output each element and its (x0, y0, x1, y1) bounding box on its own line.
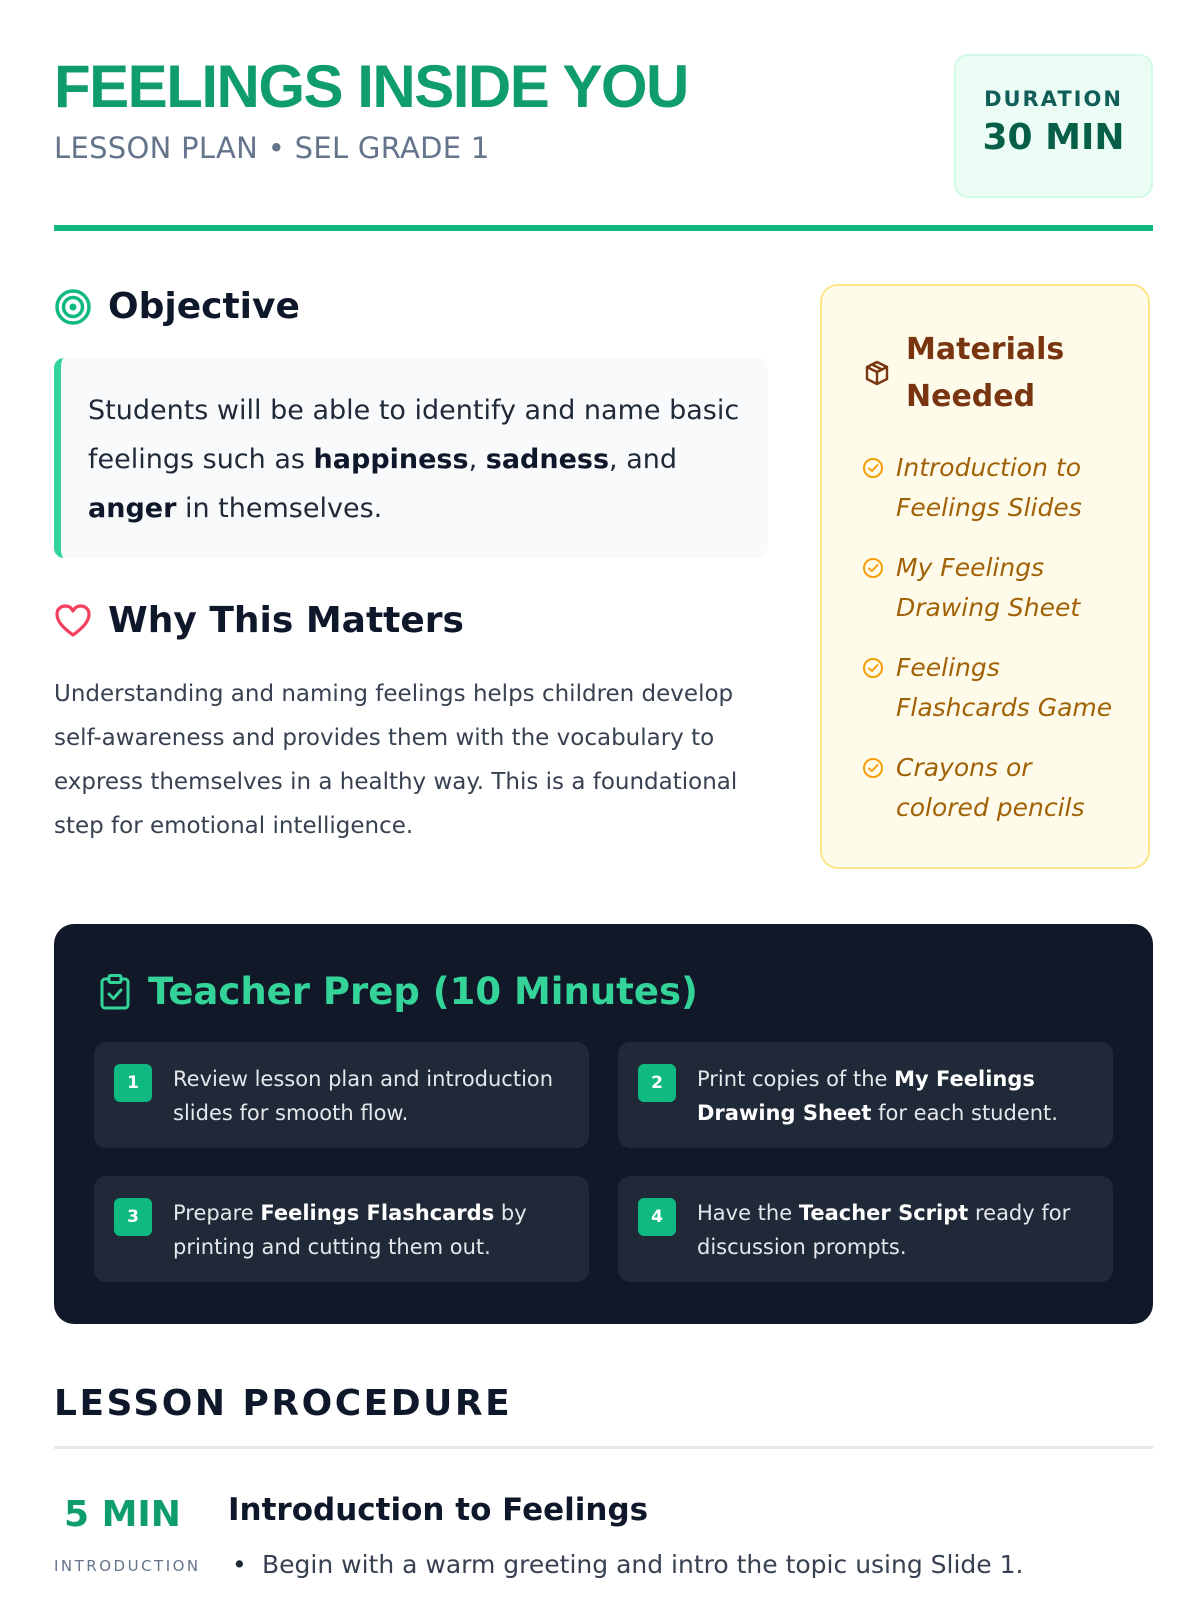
prep-step-text: Have the (697, 1201, 799, 1225)
procedure-heading: LESSON PROCEDURE (54, 1383, 513, 1424)
materials-list (862, 448, 1121, 848)
objective-text: , and (609, 444, 678, 475)
list-item (862, 448, 1121, 528)
teacher-prep-heading (98, 970, 698, 1013)
heart-icon (54, 602, 92, 640)
why-heading (54, 600, 464, 641)
check-circle-icon (862, 757, 884, 779)
list-item: • Begin with a warm greeting and intro the topic using Slide 1. (232, 1550, 1023, 1579)
check-circle-icon (862, 657, 884, 679)
page-title: FEELINGS INSIDE YOU (54, 53, 688, 120)
step-bullet-list (232, 1550, 1023, 1579)
step-number-badge: 3 (114, 1198, 152, 1236)
objective-box (54, 358, 768, 558)
objective-text: , (468, 444, 486, 475)
duration-label: DURATION (984, 87, 1123, 111)
lesson-header (54, 54, 1153, 234)
material-label: Crayons or colored pencils (896, 753, 1085, 822)
box-icon (862, 358, 892, 388)
objective-heading-text: Objective (108, 286, 300, 327)
prep-step-highlight: My Feelings Drawing Sheet (697, 1067, 1035, 1125)
check-circle-icon (862, 557, 884, 579)
material-label: My Feelings Drawing Sheet (896, 553, 1081, 622)
teacher-prep-heading-text: Teacher Prep (10 Minutes) (148, 970, 698, 1013)
procedure-divider (54, 1446, 1153, 1449)
page-subtitle: LESSON PLAN • SEL GRADE 1 (54, 131, 490, 165)
clipboard-check-icon (98, 973, 132, 1011)
header-divider (54, 225, 1153, 231)
why-paragraph: Understanding and naming feelings helps children develop self-awareness and provides them with the vocabulary to express themselves in a healthy way. This is a foundational step for emotional intelligence. (54, 681, 738, 839)
prep-step-highlight: Teacher Script (798, 1201, 969, 1225)
duration-value: 30 MIN (982, 117, 1125, 158)
prep-step-text: Prepare (173, 1201, 261, 1225)
materials-heading (862, 326, 1106, 420)
objective-heading (54, 286, 300, 327)
prep-step-text: by printing and cutting them out. (173, 1201, 527, 1259)
objective-keyword-happiness: happiness (313, 444, 469, 475)
why-heading-text: Why This Matters (108, 600, 464, 641)
step-duration: 5 MIN (64, 1494, 181, 1535)
step-number-badge: 2 (638, 1064, 676, 1102)
prep-step-text: ready for discussion prompts. (697, 1201, 1071, 1259)
target-icon (54, 288, 92, 326)
step-number-badge: 4 (638, 1198, 676, 1236)
teacher-prep-panel (54, 924, 1153, 1324)
list-item (862, 548, 1121, 628)
materials-panel (820, 284, 1150, 869)
step-number-badge: 1 (114, 1064, 152, 1102)
duration-badge (954, 54, 1153, 198)
prep-step-text: Print copies of the (697, 1067, 895, 1091)
prep-step-card (618, 1042, 1113, 1148)
prep-step-card (618, 1176, 1113, 1282)
objective-keyword-sadness: sadness (485, 444, 610, 475)
prep-step-card (94, 1042, 589, 1148)
material-label: Feelings Flashcards Game (896, 653, 1113, 722)
step-title: Introduction to Feelings (228, 1492, 649, 1528)
material-label: Introduction to Feelings Slides (896, 453, 1082, 522)
prep-step-text: Review lesson plan and introduction slides for smooth flow. (173, 1067, 554, 1125)
list-item (862, 748, 1121, 828)
prep-step-highlight: Feelings Flashcards (260, 1201, 495, 1225)
prep-step-text: for each student. (871, 1101, 1058, 1125)
objective-text: Students will be able to identify and name basic feelings such as (88, 395, 740, 475)
list-item (862, 648, 1121, 728)
objective-text: in themselves. (176, 493, 383, 524)
materials-heading-text: Materials Needed (906, 332, 1065, 414)
prep-step-card (94, 1176, 589, 1282)
objective-keyword-anger: anger (88, 493, 177, 524)
step-phase: INTRODUCTION (54, 1557, 201, 1575)
check-circle-icon (862, 457, 884, 479)
